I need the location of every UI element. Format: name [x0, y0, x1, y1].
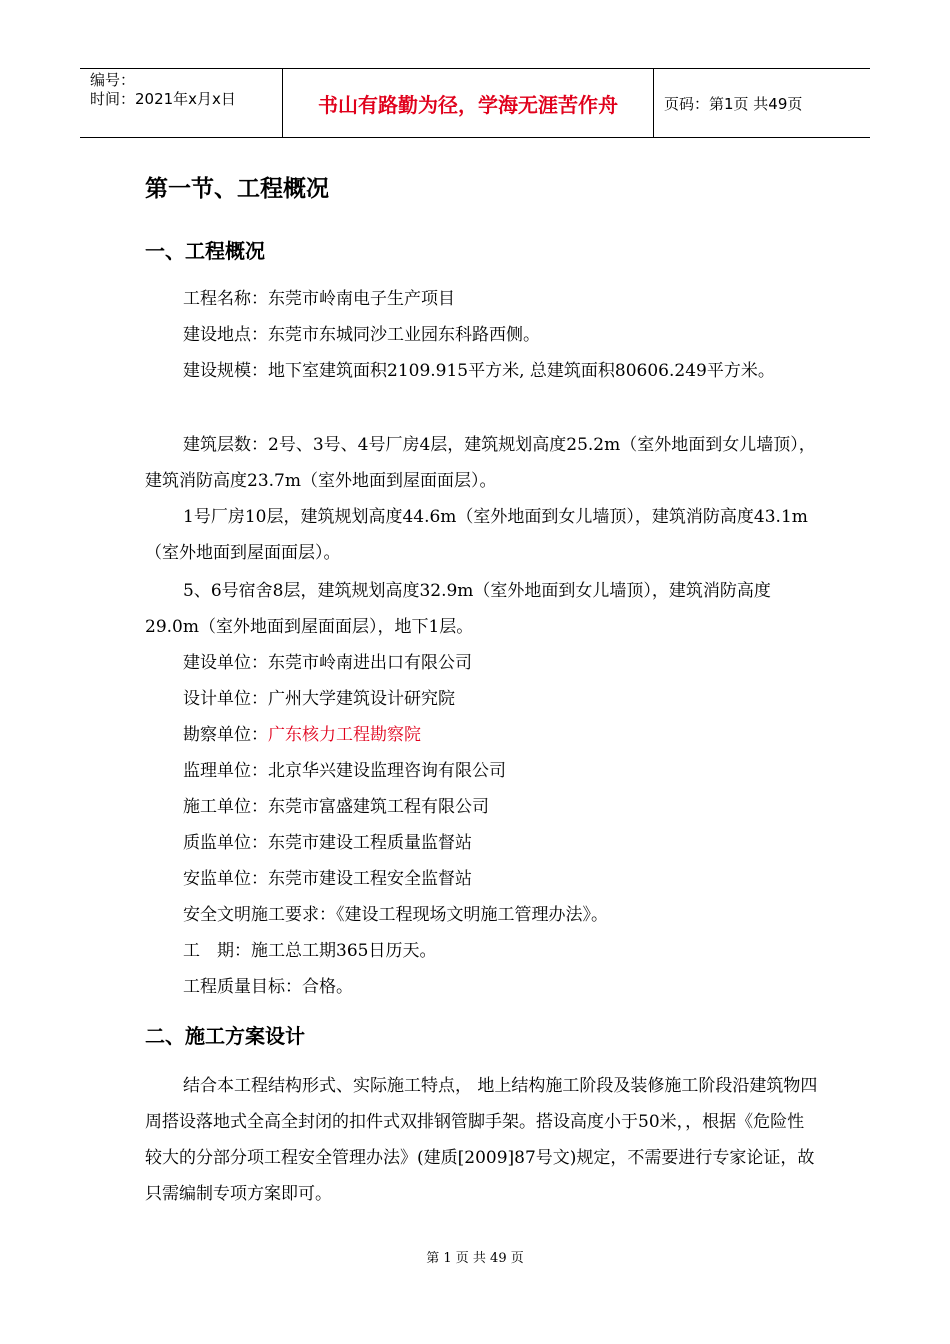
floors-5-6: 5、6号宿舍8层，建筑规划高度32.9m（室外地面到女儿墙顶），建筑消防高度29.0m（室外地面到屋面面层），地下1层。: [145, 581, 771, 637]
header-motto: 书山有路勤为径，学海无涯苦作舟: [282, 69, 654, 137]
project-name: 工程名称：东莞市岭南电子生产项目: [183, 289, 455, 309]
safety-unit: 安监单位：东莞市建设工程安全监督站: [183, 869, 472, 889]
heading-plan-design: 二、施工方案设计: [145, 1024, 305, 1048]
header-info: [80, 69, 282, 137]
plan-design-body: 结合本工程结构形式、实际施工特点， 地上结构施工阶段及装修施工阶段沿建筑物四周搭设落地式全高全封闭的扣件式双排钢管脚手架。搭设高度小于50米，，根据《危险性较大的分部分项工程安全管理办法》(建质[2009]87号文)规定，不需要进行专家论证，故只需编制专项方案即可。: [145, 1076, 818, 1204]
floors-1: 1号厂房10层，建筑规划高度44.6m（室外地面到女儿墙顶），建筑消防高度43.1m（室外地面到屋面面层）。: [145, 507, 808, 563]
project-location: 建设地点：东莞市东城同沙工业园东科路西侧。: [183, 325, 540, 345]
builder-unit: 建设单位：东莞市岭南进出口有限公司: [183, 653, 472, 673]
header-page-label: 页码：第1页 共49页: [664, 94, 803, 113]
quality-target: 工程质量目标：合格。: [183, 977, 353, 997]
survey-value: 广东核力工程勘察院: [268, 725, 421, 745]
survey-unit: [183, 717, 421, 753]
designer-unit: 设计单位：广州大学建筑设计研究院: [183, 689, 455, 709]
section-title: 第一节、工程概况: [145, 176, 329, 202]
constructor-unit: 施工单位：东莞市富盛建筑工程有限公司: [183, 797, 489, 817]
project-scale: 建设规模：地下室建筑面积2109.915平方米, 总建筑面积80606.249平方米。: [183, 361, 775, 381]
supervisor-unit: 监理单位：北京华兴建设监理咨询有限公司: [183, 761, 506, 781]
survey-label: 勘察单位：: [183, 725, 268, 745]
page-footer: 第 1 页 共 49 页: [426, 1251, 524, 1266]
civil-requirement: 安全文明施工要求：《建设工程现场文明施工管理办法》。: [183, 905, 608, 925]
quality-unit: 质监单位：东莞市建设工程质量监督站: [183, 833, 472, 853]
floors-2-4: 建筑层数：2号、3号、4号厂房4层，建筑规划高度25.2m（室外地面到女儿墙顶），建筑消防高度23.7m（室外地面到屋面面层）。: [145, 435, 816, 491]
time-label: 时间：2021年x月x日: [90, 90, 236, 108]
number-label: 编号：: [90, 71, 136, 89]
heading-overview: 一、工程概况: [145, 239, 265, 263]
page-header: [80, 68, 870, 138]
duration: 工 期：施工总工期365日历天。: [183, 941, 437, 961]
